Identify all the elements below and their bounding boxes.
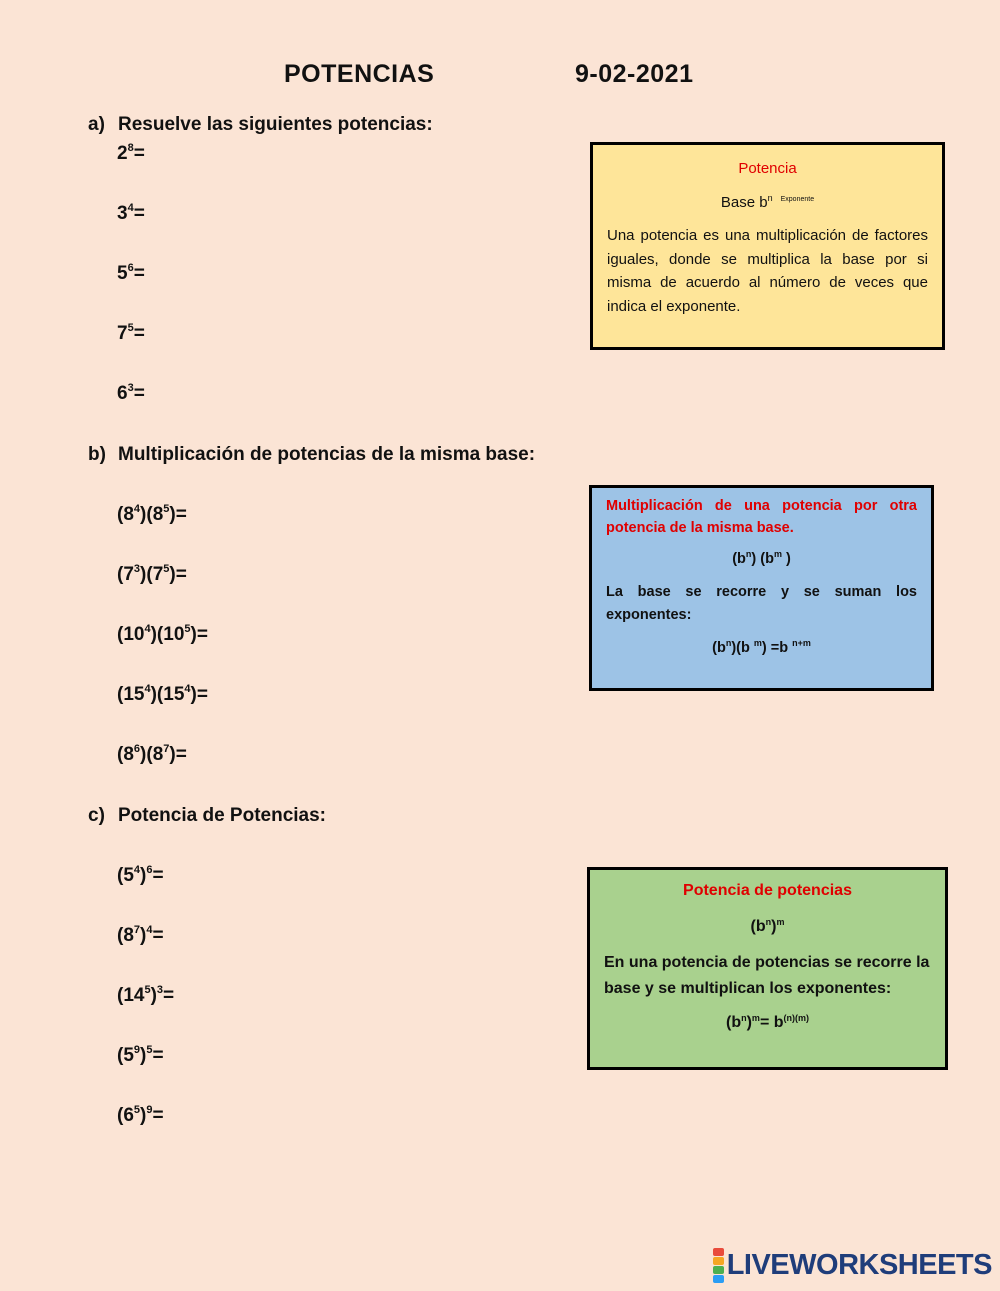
exercise-a-3[interactable]: $5^6=$ (117, 262, 145, 284)
section-letter: b) (88, 444, 106, 465)
exercise-c-2[interactable]: $(8^7)^4=$ (117, 924, 164, 946)
section-title: Resuelve las siguientes potencias: (118, 114, 433, 135)
exercise-c-5[interactable]: $(6^5)^9=$ (117, 1104, 164, 1126)
potencia-de-potencias-info-box (587, 867, 948, 1070)
section-title: Potencia de Potencias: (118, 805, 327, 826)
box-text: La base se recorre y se suman los exponentes: (606, 583, 917, 623)
box-formula: $(b^n)^m$ (750, 917, 785, 935)
exercise-b-1[interactable]: $(8^4)(8^5)=$ (117, 503, 187, 525)
exercise-b-4[interactable]: $(15^4)(15^4)=$ (117, 683, 208, 705)
page-title: POTENCIAS (284, 60, 435, 88)
box-formula: $(b^n)$ ($b^m$ ) (732, 549, 791, 567)
box-title: Multiplicación de una potencia por otra potencia de la misma base. (606, 498, 917, 536)
section-letter: a) (88, 114, 105, 135)
exercise-a-4[interactable]: $7^5=$ (117, 322, 145, 344)
exercise-b-2[interactable]: $(7^3)(7^5)=$ (117, 563, 187, 585)
exercise-c-1[interactable]: $(5^4)^6=$ (117, 864, 164, 886)
exercise-a-5[interactable]: $6^3=$ (117, 382, 145, 404)
box-title: Potencia (738, 160, 797, 177)
logo-mark-icon (713, 1248, 724, 1283)
multiplicacion-info-box (589, 485, 934, 691)
page-date: 9-02-2021 (575, 60, 694, 88)
potencia-info-box (590, 142, 945, 350)
box-rule: $(b^n)^m= b^{(n)(m)}$ (725, 1013, 809, 1031)
exercise-b-5[interactable]: $(8^6)(8^7)=$ (117, 743, 187, 765)
box-rule: $(b^n)(b$ $^m$) =b $^{n+m}$ (712, 637, 811, 656)
section-title: Multiplicación de potencias de la misma base: (118, 444, 536, 465)
section-a-heading (88, 114, 433, 136)
box-title: Potencia de potencias (683, 882, 852, 899)
logo-text: LIVEWORKSHEETS (726, 1249, 992, 1281)
exercise-a-2[interactable]: $3^4=$ (117, 202, 145, 224)
section-letter: c) (88, 805, 105, 826)
liveworksheets-logo[interactable] (713, 1248, 992, 1283)
box-text: Una potencia es una multiplicación de factores iguales, donde se multiplica la base por si misma de acuerdo al número de veces que indica el exponente. (607, 227, 928, 315)
box-formula: Base $b^n$ $^{Exponente}$ (720, 192, 815, 211)
exercise-a-1[interactable]: $2^8=$ (117, 142, 145, 164)
section-c-heading (88, 805, 326, 827)
section-b-heading (88, 444, 535, 466)
box-text: En una potencia de potencias se recorre la base y se multiplican los exponentes: (604, 954, 930, 997)
exercise-b-3[interactable]: $(10^4)(10^5)=$ (117, 623, 208, 645)
exercise-c-4[interactable]: $(5^9)^5=$ (117, 1044, 164, 1066)
exercise-c-3[interactable]: $(14^5)^3=$ (117, 984, 175, 1006)
